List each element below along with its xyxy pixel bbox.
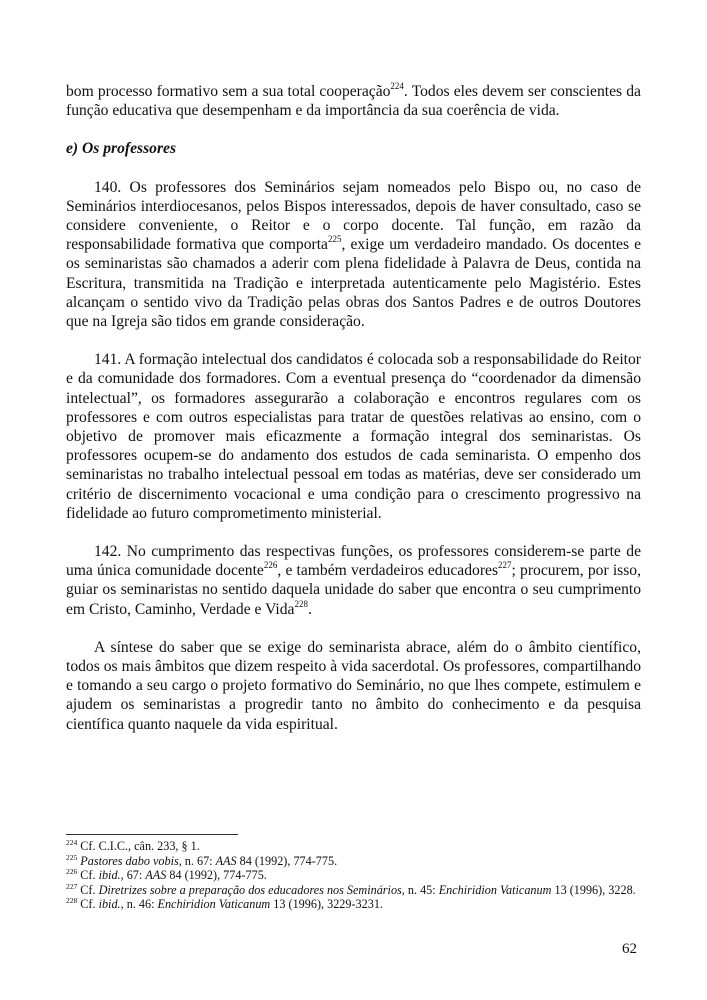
text: , e também verdadeiros educadores (277, 562, 499, 580)
footnote-227 (66, 883, 641, 898)
text: Diretrizes sobre a preparação dos educadores nos Seminários (98, 882, 402, 897)
page-body (66, 82, 641, 734)
footnote-ref[interactable]: 227 (498, 560, 512, 571)
text: Enchiridion Vaticanum (157, 897, 271, 912)
text: Cf. (80, 897, 99, 912)
paragraph-141: 141. A formação intelectual dos candidatos é colocada sob a responsabilidade do Reitor e da comunidade dos formadores. Com a eventual presença do “coordenador da dimensão intelectual”, os formadores assegurarão a colaboração e encontros regulares com os professores e com outros especialistas para tratar de questões relativas ao ensino, com o objetivo de promover mais eficazmente a formação integral dos seminaristas. Os professores ocupem-se do andamento dos estudos de cada seminarista. O empenho dos seminaristas no trabalho intelectual pessoal em todas as matérias, deve ser considerado um critério de discernimento vocacional e uma condição para o crescimento progressivo na fidelidade ao futuro comprometimento ministerial. (66, 351, 641, 522)
footnote-ref[interactable]: 228 (294, 598, 308, 609)
text: 13 (1996), 3228. (551, 882, 636, 897)
text: , n. 45: (401, 882, 439, 897)
text: 84 (1992), 774-775. (166, 868, 267, 883)
footnote-number: 226 (66, 867, 78, 877)
text: , 67: (120, 868, 146, 883)
footnote-ref[interactable]: 225 (327, 234, 342, 245)
text: . (307, 600, 312, 618)
text: , n. 67: (178, 853, 216, 868)
paragraph-sintese: A síntese do saber que se exige do seminarista abrace, além do o âmbito científico, todos os mais âmbitos que dizem respeito à vida sacerdotal. Os professores, compartilhando e tomando a seu cargo o projeto formativo do Seminário, no que lhes compete, estimulem e ajudem os seminaristas a progredir tanto no âmbito do conhecimento e da pesquisa científica quanto naquele da vida espiritual. (66, 638, 641, 733)
text: ; procurem, por isso, guiar os seminaristas no sentido daquela unidade do saber que encontra o seu cumprimento em Cristo, Caminho, Verdade e Vida (66, 562, 641, 618)
footnote-divider (66, 834, 238, 835)
footnote-228 (66, 897, 641, 912)
footnote-ref[interactable]: 224 (390, 81, 404, 91)
paragraph-140 (66, 178, 641, 332)
paragraph-continuation (66, 82, 641, 120)
text: 140. Os professores dos Seminários sejam nomeados pelo Bispo ou, no caso de Seminários interdiocesanos, pelos Bispos interessados, depois de haver consultado, caso se considere conveniente, o Reitor e o corpo docente. Tal função, em razão da responsabilidade formativa que comporta (66, 178, 641, 254)
footnote-224 (66, 839, 641, 854)
page-number: 62 (622, 941, 637, 957)
text: 84 (1992), 774-775. (236, 853, 338, 868)
text: 13 (1996), 3229-3231. (270, 897, 383, 912)
footnote-ref[interactable]: 226 (263, 560, 278, 571)
text: Cf. (80, 882, 99, 897)
text: Enchiridion Vaticanum (438, 882, 552, 897)
footnote-number: 224 (66, 838, 78, 847)
footnotes (66, 839, 641, 912)
text: , n. 46: (120, 897, 158, 912)
text: Cf. C.I.C., cân. 233, § 1. (80, 839, 200, 853)
footnote-226 (66, 868, 641, 883)
text: Cf. (80, 868, 99, 883)
footnote-number: 228 (66, 896, 78, 906)
text: , exige um verdadeiro mandado. Os docentes e os seminaristas são chamados a aderir com plena fidelidade à Palavra de Deus, contida na Escritura, transmitida na Tradição e interpretada autenticamente pelo Magistério. Estes alcançam o sentido vivo da Tradição pelas obras dos Santos Padres e de outros Doutores que na Igreja são tidos em grande consideração. (66, 236, 641, 331)
text: AAS (145, 868, 167, 883)
footnote-number: 225 (66, 852, 78, 862)
text: ibid. (98, 897, 121, 912)
footnote-number: 227 (66, 881, 78, 891)
section-heading: e) Os professores (66, 140, 177, 158)
text: bom processo formativo sem a sua total cooperação (66, 83, 391, 100)
text: ibid. (98, 868, 121, 883)
paragraph-142 (66, 542, 641, 619)
text: . Todos eles devem ser conscientes da função educativa que desempenham e da importância da sua coerência de vida. (66, 83, 641, 120)
text: Pastores dabo vobis (80, 853, 179, 868)
footnote-225 (66, 854, 641, 869)
text: AAS (215, 853, 237, 868)
text: 142. No cumprimento das respectivas funções, os professores considerem-se parte de uma única comunidade docente (66, 543, 641, 580)
